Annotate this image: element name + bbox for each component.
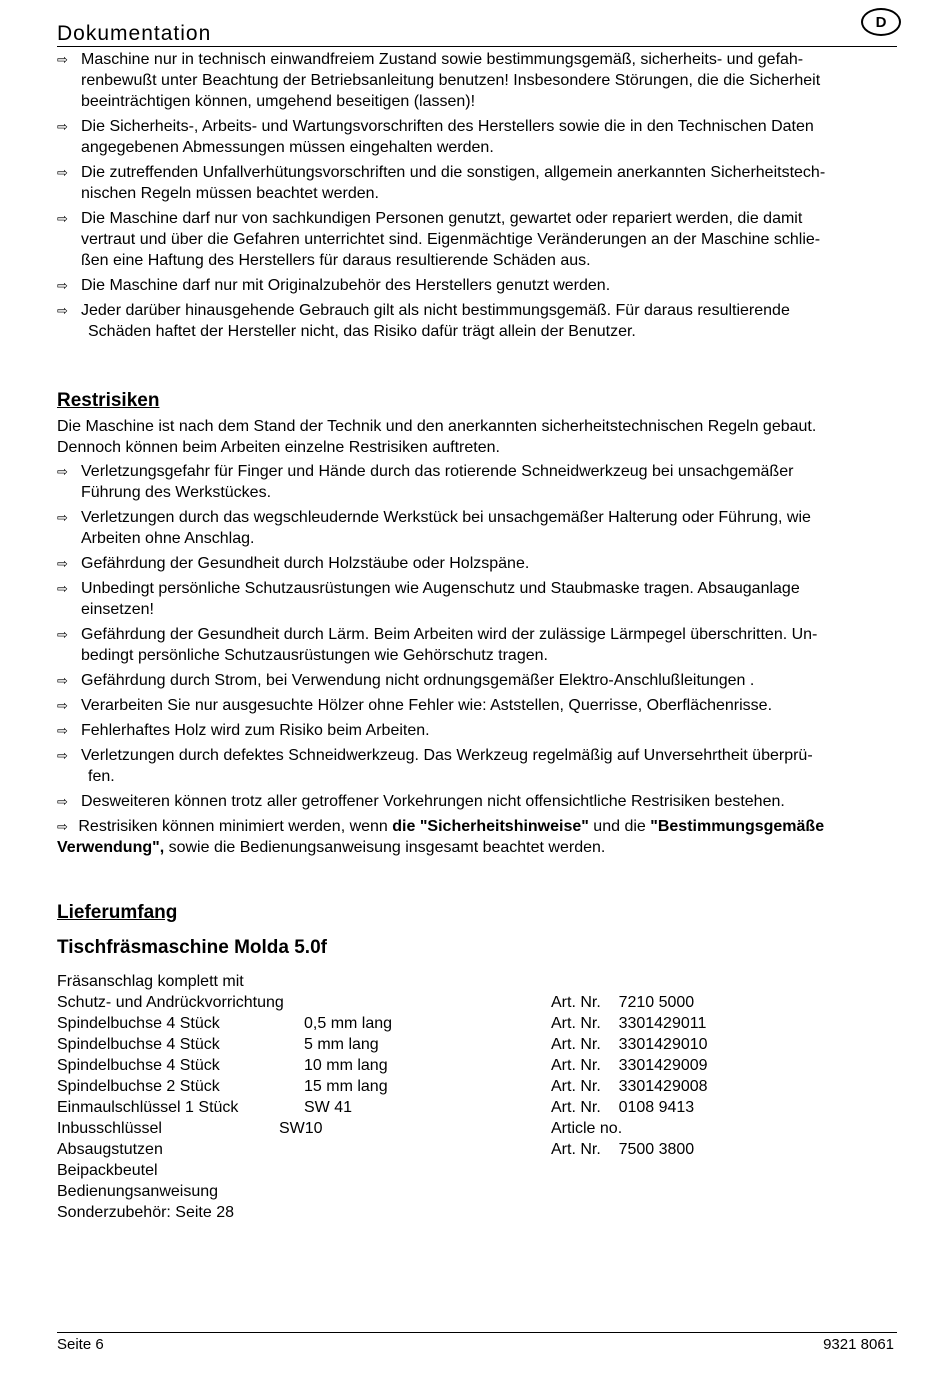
list-item-line: Die Maschine darf nur mit Originalzubehör des Herstellers genutzt werden. bbox=[81, 277, 611, 294]
lieferumfang-heading: Lieferumfang bbox=[57, 902, 178, 923]
arrow-bullet-icon: ⇨ bbox=[57, 794, 68, 809]
list-item-line: Desweiteren können trotz aller getroffener Vorkehrungen nicht offensichtliche Restrisiken bestehen. bbox=[81, 793, 785, 810]
list-item-line: Die Sicherheits-, Arbeits- und Wartungsvorschriften des Herstellers sowie die in den Technischen Daten bbox=[81, 118, 814, 135]
language-badge: D bbox=[861, 8, 901, 36]
list-item bbox=[57, 208, 895, 271]
table-row bbox=[57, 1034, 708, 1055]
arrow-bullet-icon: ⇨ bbox=[57, 52, 68, 67]
table-row bbox=[57, 1202, 708, 1223]
arrow-bullet-icon: ⇨ bbox=[57, 698, 68, 713]
article-number: Art. Nr. 7500 3800 bbox=[551, 1141, 695, 1158]
list-item-line: Die zutreffenden Unfallverhütungsvorschriften und die sonstigen, allgemein anerkannten Sicherheitstech- bbox=[81, 164, 826, 181]
list-item bbox=[57, 720, 895, 741]
list-item-line: nischen Regeln müssen beachtet werden. bbox=[81, 185, 379, 202]
list-item-line: einsetzen! bbox=[81, 601, 154, 618]
item-spec: 0,5 mm lang bbox=[304, 1015, 393, 1032]
list-item bbox=[57, 116, 895, 158]
product-name: Tischfräsmaschine Molda 5.0f bbox=[57, 937, 327, 958]
arrow-bullet-icon: ⇨ bbox=[57, 673, 68, 688]
list-item bbox=[57, 461, 895, 503]
list-item-line: Gefährdung der Gesundheit durch Holzstäube oder Holzspäne. bbox=[81, 555, 530, 572]
page-header-title: Dokumentation bbox=[57, 22, 212, 45]
item-name: Einmaulschlüssel 1 Stück bbox=[57, 1099, 239, 1116]
list-item-line: beeinträchtigen können, umgehend beseitigen (lassen)! bbox=[81, 93, 476, 110]
item-spec: 5 mm lang bbox=[304, 1036, 379, 1053]
document-body bbox=[57, 49, 895, 1223]
item-spec: SW10 bbox=[279, 1120, 323, 1137]
list-item bbox=[57, 162, 895, 204]
list-item bbox=[57, 507, 895, 549]
list-item-line: Verletzungsgefahr für Finger und Hände durch das rotierende Schneidwerkzeug bei unsachgemäßer bbox=[81, 463, 794, 480]
item-name: Bedienungsanweisung bbox=[57, 1183, 219, 1200]
list-item-line: Unbedingt persönliche Schutzausrüstungen wie Augenschutz und Staubmaske tragen. Absauganlage bbox=[81, 580, 800, 597]
item-name: Spindelbuchse 4 Stück bbox=[57, 1057, 220, 1074]
article-number: Art. Nr. 7210 5000 bbox=[551, 994, 695, 1011]
list-item-line: Jeder darüber hinausgehende Gebrauch gilt als nicht bestimmungsgemäß. Für daraus resultierende bbox=[81, 302, 790, 319]
list-item bbox=[57, 670, 895, 691]
item-name: Sonderzubehör: Seite 28 bbox=[57, 1204, 235, 1221]
item-name: Spindelbuchse 4 Stück bbox=[57, 1036, 220, 1053]
list-item-line: bedingt persönliche Schutzausrüstungen wie Gehörschutz tragen. bbox=[81, 647, 548, 664]
table-row bbox=[57, 992, 708, 1013]
table-row bbox=[57, 1076, 708, 1097]
arrow-bullet-icon: ⇨ bbox=[57, 278, 68, 293]
list-item-line: Gefährdung der Gesundheit durch Lärm. Beim Arbeiten wird der zulässige Lärmpegel überschritten. Un- bbox=[81, 626, 818, 643]
item-spec: 15 mm lang bbox=[304, 1078, 388, 1095]
arrow-bullet-icon: ⇨ bbox=[57, 119, 68, 134]
table-row bbox=[57, 971, 708, 992]
table-row bbox=[57, 1139, 708, 1160]
residual-risk-list bbox=[57, 461, 895, 812]
arrow-bullet-icon: ⇨ bbox=[57, 748, 68, 763]
table-row bbox=[57, 1097, 708, 1118]
intro-line: Dennoch können beim Arbeiten einzelne Restrisiken auftreten. bbox=[57, 439, 500, 456]
table-row bbox=[57, 1118, 708, 1139]
arrow-bullet-icon: ⇨ bbox=[57, 556, 68, 571]
risk-summary-text: und die bbox=[588, 818, 651, 835]
list-item-line: angegebenen Abmessungen müssen eingehalten werden. bbox=[81, 139, 494, 156]
risk-summary-bold: die "Sicherheitshinweise" bbox=[392, 818, 589, 835]
arrow-bullet-icon: ⇨ bbox=[57, 510, 68, 525]
footer-divider bbox=[57, 1332, 897, 1333]
risk-summary-text: Restrisiken können minimiert werden, wenn bbox=[78, 818, 393, 835]
item-spec: SW 41 bbox=[304, 1099, 353, 1116]
delivery-scope-table bbox=[57, 971, 708, 1223]
item-name: Spindelbuchse 2 Stück bbox=[57, 1078, 220, 1095]
list-item bbox=[57, 624, 895, 666]
arrow-bullet-icon: ⇨ bbox=[57, 627, 68, 642]
arrow-bullet-icon: ⇨ bbox=[57, 211, 68, 226]
item-name: Fräsanschlag komplett mit bbox=[57, 973, 244, 990]
item-name: Schutz- und Andrückvorrichtung bbox=[57, 994, 284, 1011]
article-number: Art. Nr. 3301429011 bbox=[551, 1015, 707, 1032]
list-item bbox=[57, 745, 895, 787]
arrow-bullet-icon: ⇨ bbox=[57, 819, 68, 834]
item-name: Inbusschlüssel bbox=[57, 1120, 162, 1137]
list-item-line: Verarbeiten Sie nur ausgesuchte Hölzer ohne Fehler wie: Aststellen, Querrisse, Oberflächenrisse. bbox=[81, 697, 773, 714]
risk-summary-item bbox=[57, 816, 895, 858]
article-number: Art. Nr. 3301429008 bbox=[551, 1078, 708, 1095]
arrow-bullet-icon: ⇨ bbox=[57, 464, 68, 479]
list-item-line: Die Maschine darf nur von sachkundigen Personen genutzt, gewartet oder repariert werden, die damit bbox=[81, 210, 803, 227]
header-divider bbox=[57, 46, 897, 47]
table-row bbox=[57, 1013, 708, 1034]
list-item bbox=[57, 49, 895, 112]
arrow-bullet-icon: ⇨ bbox=[57, 581, 68, 596]
page-number: Seite 6 bbox=[57, 1336, 104, 1353]
intro-line: Die Maschine ist nach dem Stand der Technik und den anerkannten sicherheitstechnischen Regeln gebaut. bbox=[57, 418, 817, 435]
article-number: Art. Nr. 3301429009 bbox=[551, 1057, 708, 1074]
table-row bbox=[57, 1160, 708, 1181]
item-name: Beipackbeutel bbox=[57, 1162, 158, 1179]
list-item bbox=[57, 553, 895, 574]
arrow-bullet-icon: ⇨ bbox=[57, 165, 68, 180]
list-item-line: Schäden haftet der Hersteller nicht, das Risiko dafür trägt allein der Benutzer. bbox=[88, 323, 636, 340]
restrisiken-heading: Restrisiken bbox=[57, 390, 160, 411]
list-item bbox=[57, 695, 895, 716]
list-item-line: Arbeiten ohne Anschlag. bbox=[81, 530, 255, 547]
list-item bbox=[57, 578, 895, 620]
list-item-line: Gefährdung durch Strom, bei Verwendung nicht ordnungsgemäßer Elektro-Anschlußleitungen . bbox=[81, 672, 755, 689]
item-name: Absaugstutzen bbox=[57, 1141, 163, 1158]
list-item-line: Führung des Werkstückes. bbox=[81, 484, 272, 501]
article-number: Art. Nr. 3301429010 bbox=[551, 1036, 708, 1053]
arrow-bullet-icon: ⇨ bbox=[57, 723, 68, 738]
risk-summary-text: sowie die Bedienungsanweisung insgesamt beachtet werden. bbox=[164, 839, 606, 856]
article-number: Art. Nr. 0108 9413 bbox=[551, 1099, 695, 1116]
item-name: Spindelbuchse 4 Stück bbox=[57, 1015, 220, 1032]
list-item-line: Maschine nur in technisch einwandfreiem Zustand sowie bestimmungsgemäß, sicherheits- und gefah- bbox=[81, 51, 804, 68]
table-row bbox=[57, 1181, 708, 1202]
article-number: Article no. bbox=[551, 1120, 623, 1137]
list-item-line: Verletzungen durch defektes Schneidwerkzeug. Das Werkzeug regelmäßig auf Unversehrtheit überprü- bbox=[81, 747, 813, 764]
item-spec: 10 mm lang bbox=[304, 1057, 388, 1074]
restrisiken-intro bbox=[57, 416, 895, 458]
arrow-bullet-icon: ⇨ bbox=[57, 303, 68, 318]
list-item bbox=[57, 300, 895, 342]
list-item bbox=[57, 275, 895, 296]
list-item-line: Verletzungen durch das wegschleudernde Werkstück bei unsachgemäßer Halterung oder Führung, wie bbox=[81, 509, 811, 526]
list-item-line: fen. bbox=[88, 768, 115, 785]
list-item-line: ßen eine Haftung des Herstellers für daraus resultierende Schäden aus. bbox=[81, 252, 591, 269]
list-item-line: vertraut und über die Gefahren unterrichtet sind. Eigenmächtige Veränderungen an der Maschine schlie- bbox=[81, 231, 821, 248]
risk-summary-bold: Verwendung", bbox=[57, 839, 165, 856]
risk-summary-bold: "Bestimmungsgemäße bbox=[650, 818, 825, 835]
document-number: 9321 8061 bbox=[823, 1336, 894, 1353]
usage-rules-list bbox=[57, 49, 895, 342]
list-item-line: Fehlerhaftes Holz wird zum Risiko beim Arbeiten. bbox=[81, 722, 430, 739]
list-item-line: renbewußt unter Beachtung der Betriebsanleitung benutzen! Insbesondere Störungen, die die Sicherheit bbox=[81, 72, 821, 89]
list-item bbox=[57, 791, 895, 812]
table-row bbox=[57, 1055, 708, 1076]
